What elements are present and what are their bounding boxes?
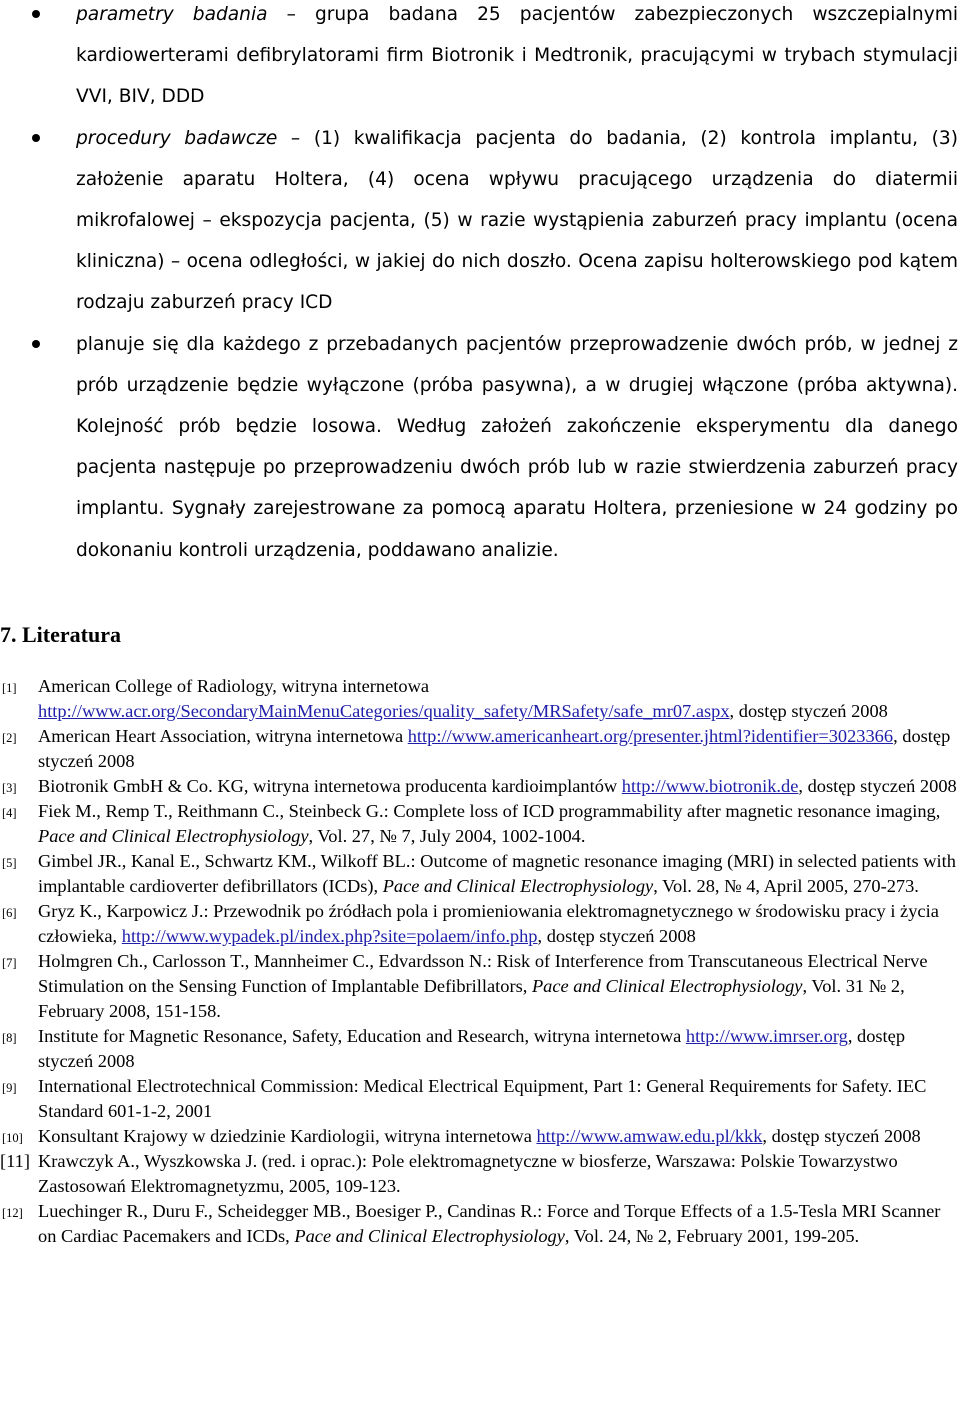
bullet-lead: procedury badawcze [76,127,278,149]
reference-text: American Heart Association, witryna internetowa [38,726,408,746]
reference-link[interactable]: http://www.biotronik.de [621,776,799,796]
reference-journal: Pace and Clinical Electrophysiology [382,876,654,896]
reference-number: [5] [2,856,17,870]
reference-tail: , Vol. 24, № 2, February 2001, 199-205. [564,1226,860,1246]
bullet-dash: – [277,127,314,149]
reference-number: [2] [2,731,17,745]
reference-text: Krawczyk A., Wyszkowska J. (red. i oprac.): Pole elektromagnetyczne w biosferze, Warszawa: Polskie Towarzystwo Zastosowań Elektromagnetyzmu, 2005, 109-123. [38,1151,898,1196]
reference-item [0,1074,960,1124]
reference-tail: , Vol. 27, № 7, July 2004, 1002-1004. [308,826,586,846]
reference-text: Gimbel JR., Kanal E., Schwartz KM., Wilkoff BL.: Outcome of magnetic resonance imaging (MRI) in selected patients with implantable cardioverter defibrillators (ICDs), [38,851,956,896]
reference-number: [1] [2,681,17,695]
reference-tail: , dostęp styczeń 2008 [537,926,696,946]
reference-number: [11] [0,1151,30,1171]
reference-text: Fiek M., Remp T., Reithmann C., Steinbeck G.: Complete loss of ICD programmability after magnetic resonance imaging, [38,801,941,821]
bullet-plan [0,324,960,571]
reference-tail: , dostęp styczeń 2008 [38,1026,906,1071]
reference-number: [7] [2,956,17,970]
reference-tail: , Vol. 28, № 4, April 2005, 270-273. [653,876,919,896]
reference-item [0,1199,960,1249]
reference-link[interactable]: http://www.imrser.org [685,1026,848,1046]
reference-tail: , dostęp styczeń 2008 [38,726,951,771]
reference-link[interactable]: http://www.amwaw.edu.pl/kkk [536,1126,763,1146]
reference-link[interactable]: http://www.wypadek.pl/index.php?site=polaem/info.php [121,926,538,946]
bullet-dash: – [267,4,315,25]
reference-text: Biotronik GmbH & Co. KG, witryna internetowa producenta kardioimplantów [38,776,622,796]
reference-item [0,1024,960,1074]
reference-text: American College of Radiology, witryna internetowa [38,676,430,696]
reference-number: [12] [2,1206,23,1220]
reference-text: International Electrotechnical Commission: Medical Electrical Equipment, Part 1: General Requirements for Safety. IEC Standard 601-1-2, 2001 [38,1076,927,1121]
reference-number: [3] [2,781,17,795]
reference-number: [8] [2,1031,17,1045]
reference-item [0,1149,960,1199]
reference-item [0,949,960,1024]
reference-tail: , dostęp styczeń 2008 [798,776,957,796]
reference-text: Konsultant Krajowy w dziedzinie Kardiologii, witryna internetowa [38,1126,537,1146]
reference-item [0,849,960,899]
reference-tail: , dostęp styczeń 2008 [729,701,888,721]
bullet-text: grupa badana 25 pacjentów zabezpieczonych wszczepialnymi kardiowerterami defibrylatorami firm Biotronik i Medtronik, pracującymi w trybach stymulacji VVI, BIV, DDD [76,4,958,108]
reference-number: [6] [2,906,17,920]
reference-journal: Pace and Clinical Electrophysiology [294,1226,565,1246]
reference-journal: Pace and Clinical Electrophysiology [531,976,803,996]
bullet-lead: parametry badania [76,4,268,25]
reference-tail: , Vol. 31 № 2, February 2008, 151-158. [38,976,905,1021]
reference-item [0,1124,960,1149]
reference-item [0,799,960,849]
section-heading: 7. Literatura [0,622,121,647]
reference-item [0,674,960,724]
bullet-procedures [0,118,960,324]
reference-text: Gryz K., Karpowicz J.: Przewodnik po źródłach pola i promieniowania elektromagnetycznego w środowisku pracy i życia człowieka, [38,901,939,946]
reference-item [0,724,960,774]
reference-link[interactable]: http://www.americanheart.org/presenter.jhtml?identifier=3023366 [407,726,894,746]
reference-journal: Pace and Clinical Electrophysiology [38,826,309,846]
reference-number: [10] [2,1131,23,1145]
bullet-text: (1) kwalifikacja pacjenta do badania, (2) kontrola implantu, (3) założenie aparatu Holtera, (4) ocena wpływu pracującego urządzenia do diatermii mikrofalowej – ekspozycja pacjenta, (5) w razie wystąpienia zaburzeń pracy implantu (ocena kliniczna) – ocena odległości, w jakiej do nich doszło. Ocena zapisu holterowskiego pod kątem rodzaju zaburzeń pracy ICD [76,127,958,314]
bullet-parameters [0,0,960,118]
reference-number: [9] [2,1081,17,1095]
reference-number: [4] [2,806,17,820]
reference-item [0,899,960,949]
reference-link[interactable]: http://www.acr.org/SecondaryMainMenuCategories/quality_safety/MRSafety/safe_mr07.aspx [38,701,730,721]
reference-text: Holmgren Ch., Carlosson T., Mannheimer C., Edvardsson N.: Risk of Interference from Transcutaneous Electrical Nerve Stimulation on the Sensing Function of Implantable Defibrillators, [38,951,928,996]
bullet-text: planuje się dla każdego z przebadanych pacjentów przeprowadzenie dwóch prób, w jednej z prób urządzenie będzie wyłączone (próba pasywna), a w drugiej włączone (próba aktywna). Kolejność prób będzie losowa. Według założeń zakończenie eksperymentu dla danego pacjenta następuje po przeprowadzeniu dwóch prób lub w razie stwierdzenia zaburzeń pracy implantu. Sygnały zarejestrowane za pomocą aparatu Holtera, przeniesione w 24 godziny po dokonaniu kontroli urządzenia, poddawano analizie. [76,333,958,561]
reference-list [0,674,960,1249]
reference-text: Luechinger R., Duru F., Scheidegger MB., Boesiger P., Candinas R.: Force and Torque Effects of a 1.5-Tesla MRI Scanner on Cardiac Pacemakers and ICDs, [38,1201,941,1246]
reference-tail: , dostęp styczeń 2008 [762,1126,921,1146]
methods-bullet-list [0,0,960,571]
reference-item [0,774,960,799]
reference-text: Institute for Magnetic Resonance, Safety, Education and Research, witryna internetowa [38,1026,686,1046]
